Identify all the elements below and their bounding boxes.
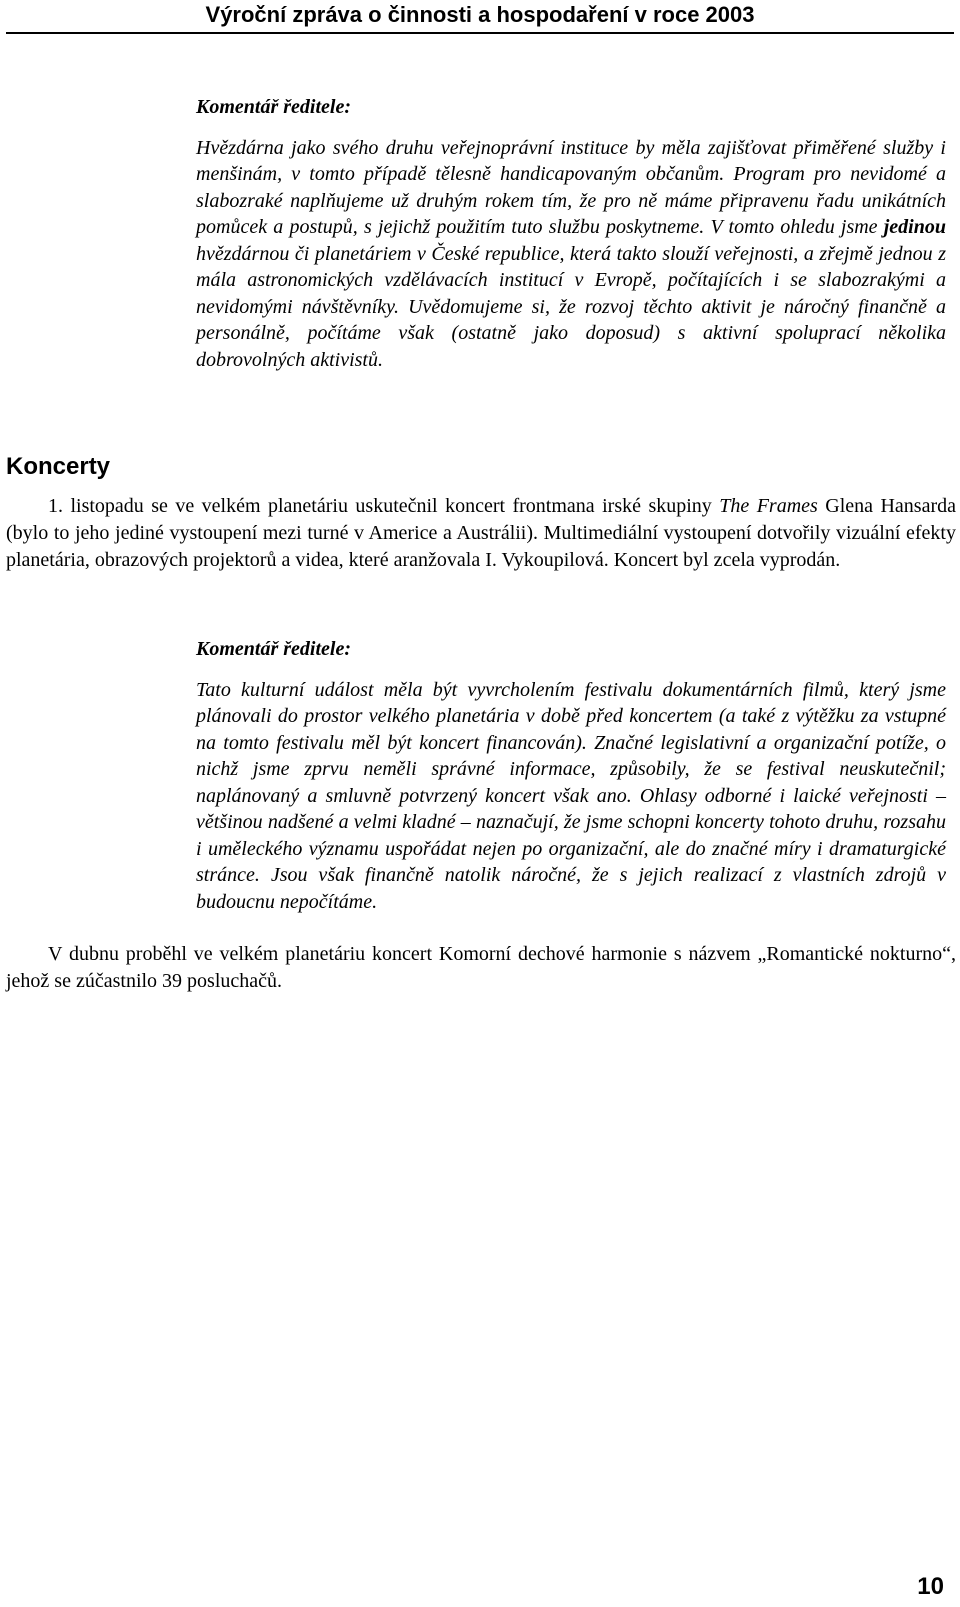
page-number: 10 xyxy=(917,1573,944,1600)
concert-paragraph-1-text-a: 1. listopadu se ve velkém planetáriu uskutečnil koncert frontmana irské skupiny xyxy=(48,495,720,517)
page-header-title: Výroční zpráva o činnosti a hospodaření v roce 2003 xyxy=(205,2,755,27)
director-comment-1 xyxy=(196,94,946,373)
director-comment-1-heading: Komentář ředitele: xyxy=(196,96,351,118)
director-comment-1-text-b: hvězdárnou či planetáriem v České republice, která takto slouží veřejnosti, a zřejmě jednou z mála astronomických vzdělávacích institucí v Evropě, počítajících i se slabozrakými a nevidomými návštěvníky. Uvědomujeme si, že rozvoj těchto aktivit je náročný finančně a personálně, počítáme však (ostatně jako doposud) s aktivní spoluprací několika dobrovolných aktivistů. xyxy=(196,242,946,371)
header-divider xyxy=(6,32,954,34)
section-heading-concerts: Koncerty xyxy=(6,453,111,480)
director-comment-1-emphasis: jedinou xyxy=(883,216,946,238)
director-comment-2-text: Tato kulturní událost měla být vyvrcholením festivalu dokumentárních filmů, který jsme plánovali do prostor velkého planetária v době před koncertem (a také z výtěžku za vstupné na tomto festivalu měl být koncert financován). Značné legislativní a organizační potíže, o nichž jsme zprvu neměli správné informace, způsobily, že se festival neuskutečnil; naplánovaný a smluvně potvrzený koncert však ano. Ohlasy odborné i laické veřejnosti – většinou nadšené a velmi kladné – naznačují, že jsme schopni koncerty tohoto druhu, rozsahu i uměleckého významu uspořádat nejen po organizační, ale do značné míry i dramaturgické stránce. Jsou však finančně natolik náročné, že s jejich realizací z vlastních zdrojů v budoucnu nepočítáme. xyxy=(196,678,946,913)
director-comment-1-text xyxy=(196,135,946,374)
director-comment-2-heading: Komentář ředitele: xyxy=(196,638,351,660)
concert-paragraph-1 xyxy=(6,493,956,574)
director-comment-2 xyxy=(196,636,946,915)
band-name: The Frames xyxy=(719,495,818,517)
concert-paragraph-1-text-b: Glena Hansarda (bylo to jeho jediné vystoupení mezi turné v Americe a Austrálii). Multimediální vystoupení dotvořily vizuální efekty planetária, obrazových projektorů a videa, které aranžovala I. Vykoupilová. Koncert byl zcela vyprodán. xyxy=(6,495,956,571)
concert-paragraph-2: V dubnu proběhl ve velkém planetáriu koncert Komorní dechové harmonie s názvem „Romantické nokturno“, jehož se zúčastnilo 39 posluchačů. xyxy=(6,943,956,992)
director-comment-1-text-a: Hvězdárna jako svého druhu veřejnoprávní instituce by měla zajišťovat přiměřené služby i menšinám, v tomto případě tělesně handicapovaným občanům. Program pro nevidomé a slabozraké naplňujeme už druhým rokem tím, že pro ně máme připravenu řadu unikátních pomůcek a postupů, s jejichž použitím tuto službu poskytneme. V tomto ohledu jsme xyxy=(196,136,946,238)
